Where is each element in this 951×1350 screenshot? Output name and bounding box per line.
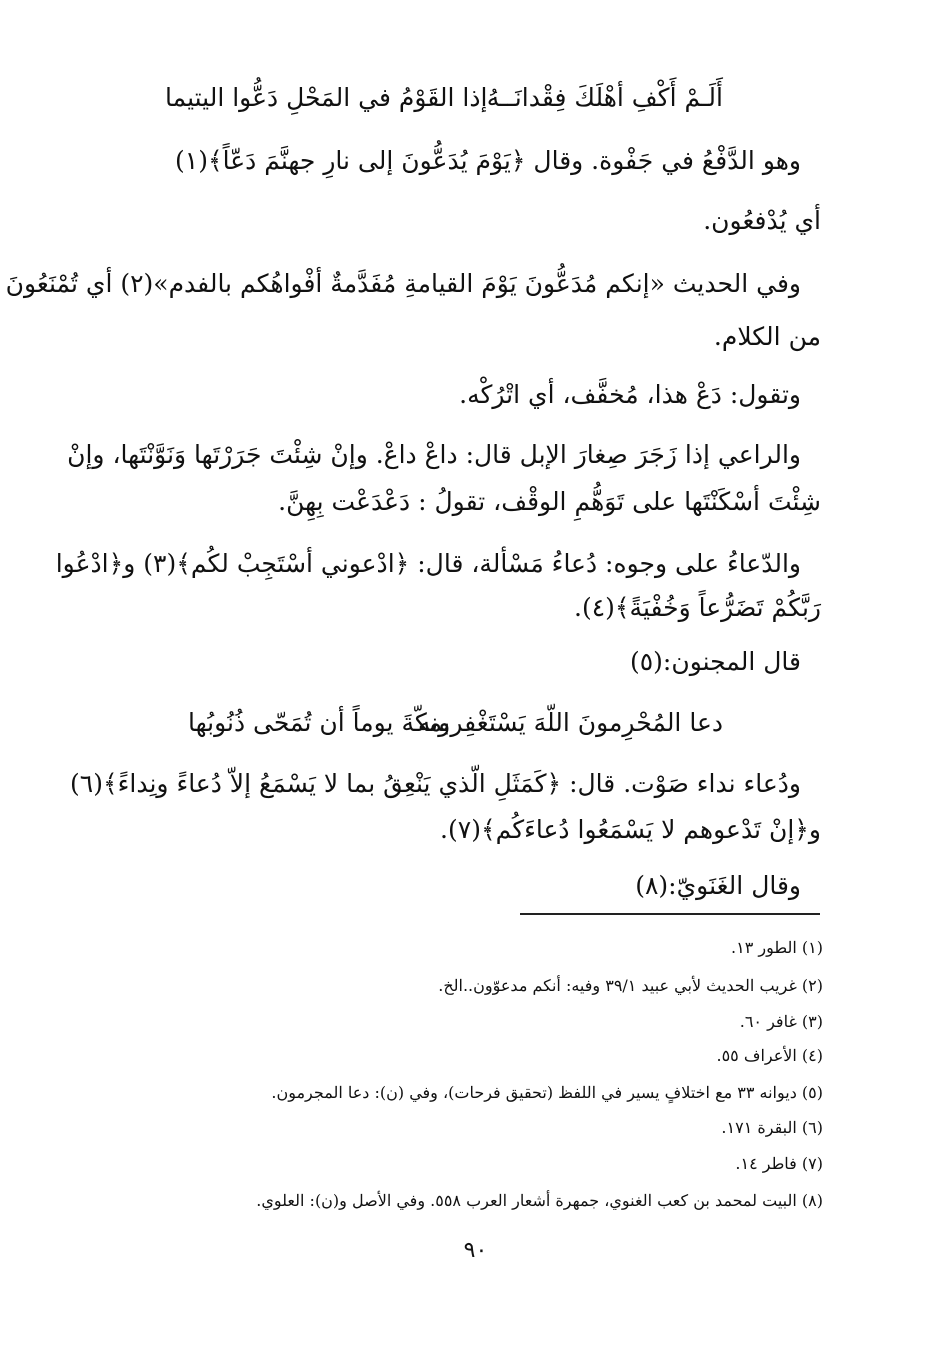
footnote-5: (٥) ديوانه ٣٣ مع اختلافٍ يسير في اللفظ (تحقيق فرحات)، وفي (ن): دعا المجرمون. [271,1083,823,1102]
footnote-separator [520,913,820,915]
body-line-6: والراعي إذا زَجَرَ صِغارَ الإبل قال: داعْ داعْ. وإنْ شِئْتَ جَرَرْتَها وَنَوَّنْتَها، وإنْ [67,440,801,469]
page-number: ٩٠ [463,1238,488,1263]
body-line-1: وهو الدَّفْعُ في جَفْوة. وقال ﴿يَوْمَ يُدَعُّونَ إلى نارِ جهنَّمَ دَعّاً﴾(١) [175,146,801,175]
body-line-11: ودُعاء نداء صَوْت. قال: ﴿كَمَثَلِ الّذي يَنْعِقُ بما لا يَسْمَعُ إلاّ دُعاءً ونِداءً﴾(٦) [70,769,801,798]
footnote-3: (٣) غافر ٦٠. [739,1012,823,1031]
footnote-8: (٨) البيت لمحمد بن كعب الغنوي، جمهرة أشعار العرب ٥٥٨. وفي الأصل و(ن): العلوي. [256,1191,823,1210]
body-line-4: من الكلام. [713,322,821,351]
verse1-hemistich-left: إذا القَوْمُ في المَحْلِ دَعُّوا اليتيما [165,83,488,112]
footnote-7: (٧) فاطر ١٤. [735,1154,823,1173]
body-line-10: قال المجنون:(٥) [629,647,801,676]
body-line-13: وقال الغَنَويّ:(٨) [635,871,801,900]
body-line-2: أي يُدْفعُون. [703,206,821,235]
body-line-3: وفي الحديث «إنكم مُدَعُّونَ يَوْمَ القيامةِ مُفَدَّمةٌ أفْواهُكم بالفدم»(٢) أي تُمْنَعُونَ [5,269,801,298]
body-line-12: و﴿إنْ تَدْعوهم لا يَسْمَعُوا دُعاءَكُم﴾(٧). [440,815,821,844]
body-line-8: والدّعاءُ على وجوه: دُعاءُ مَسْألة، قال: ﴿ادْعوني أسْتَجِبْ لكُم﴾(٣) و﴿ادْعُوا [55,549,801,578]
body-line-7: شِئْتَ أسْكَنْتَها على تَوَهُّمِ الوقْف، تقولُ : دَعْدَعْت بِهِنَّ. [278,487,821,516]
verse2-hemistich-left: بمكّةَ يوماً أن تُمَحّى ذُنُوبُها [188,708,451,737]
verse2-hemistich-right: دعا المُحْرِمونَ اللّهَ يَسْتَغْفِرونه [417,708,723,737]
footnote-2: (٢) غريب الحديث لأبي عبيد ٣٩/١ وفيه: أنكم مدعوّون..الخ. [438,976,823,995]
body-line-5: وتقول: دَعْ هذا، مُخفَّف، أي اتْرُكْه. [459,380,801,409]
footnote-1: (١) الطور ١٣. [731,938,823,957]
verse1-hemistich-right: أَلَـمْ أَكْفِ أهْلَكَ فِقْدانَــهُ [486,83,723,112]
footnote-4: (٤) الأعراف ٥٥. [716,1046,823,1065]
footnote-6: (٦) البقرة ١٧١. [721,1118,823,1137]
body-line-9: رَبَّكُمْ تَضَرُّعاً وَخُفْيَةً﴾(٤). [574,593,821,622]
